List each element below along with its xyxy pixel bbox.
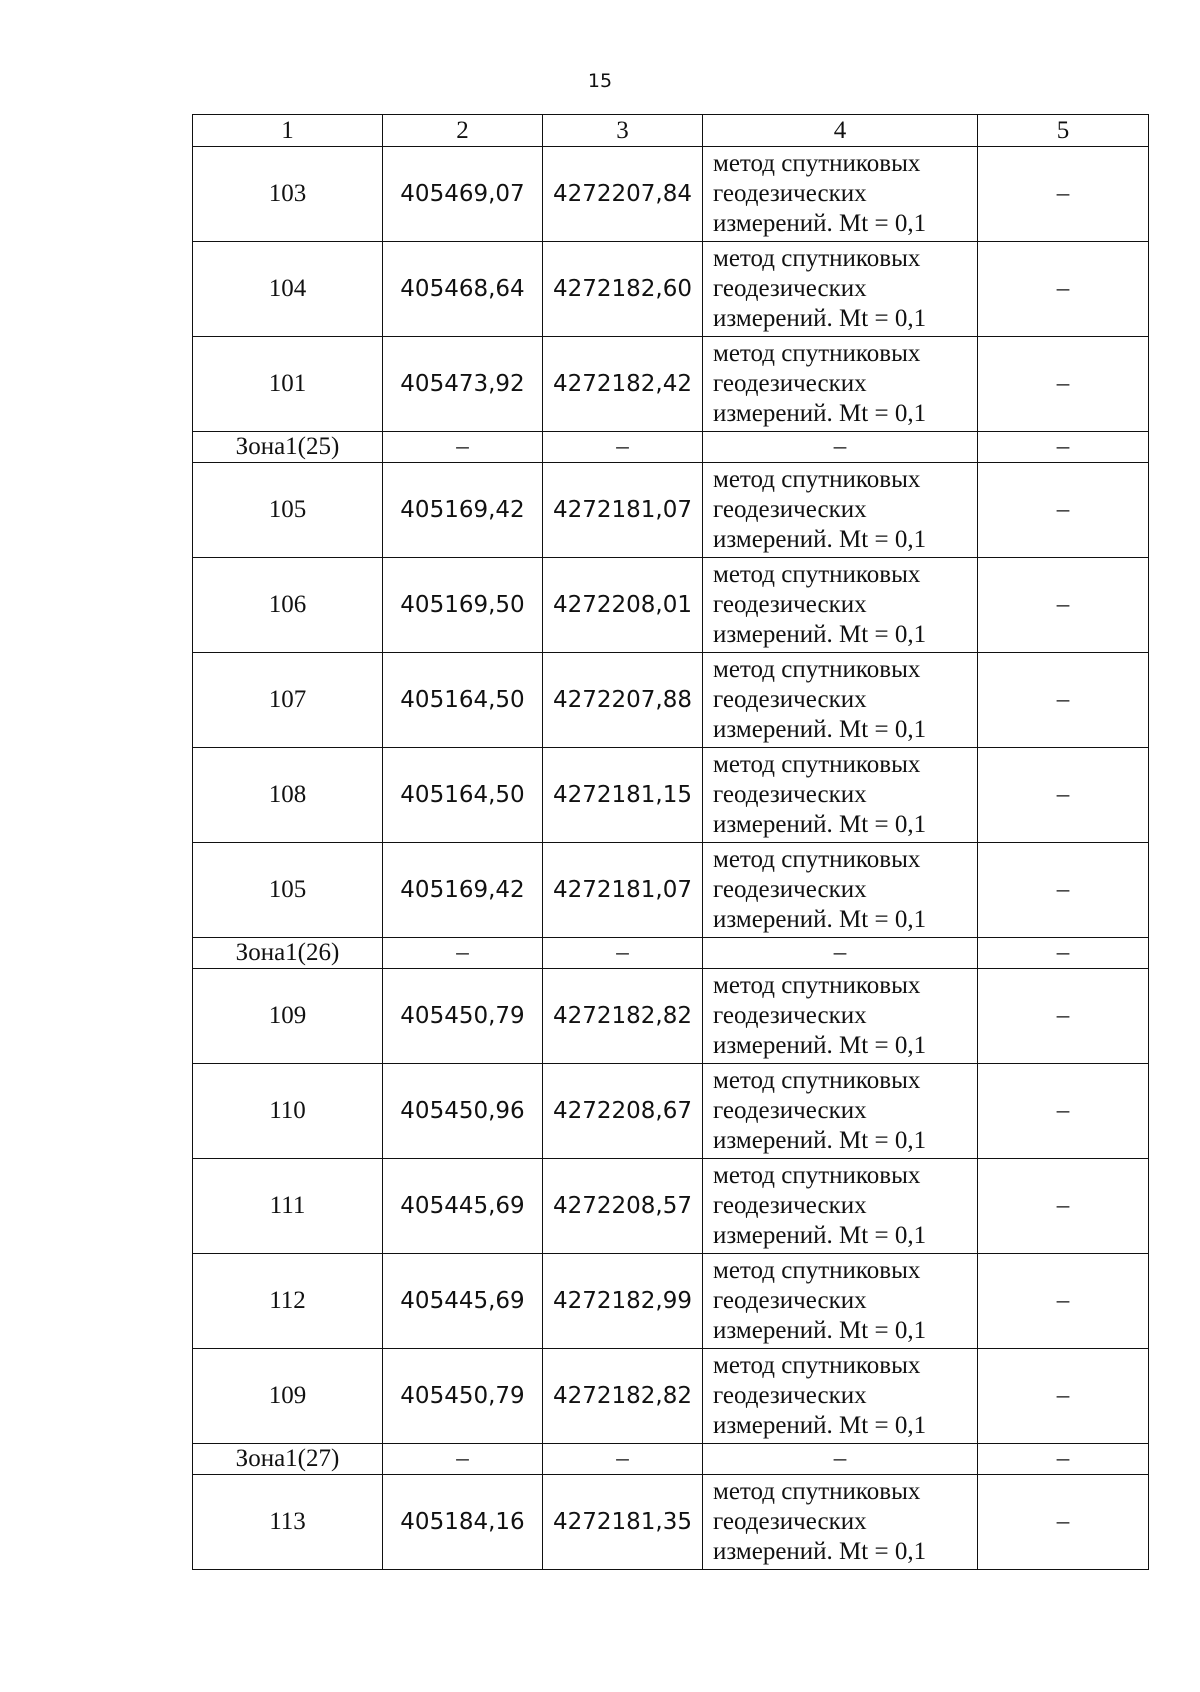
- point-number-cell: 111: [193, 1159, 383, 1254]
- method-line: метод спутниковых: [713, 245, 921, 272]
- zone-label-cell: Зона1(26): [193, 938, 383, 969]
- column5-cell: –: [978, 1349, 1149, 1444]
- method-line: метод спутниковых: [713, 751, 921, 778]
- point-number-cell: 107: [193, 653, 383, 748]
- method-line: метод спутниковых: [713, 846, 921, 873]
- y-coordinate-cell: 4272181,35: [543, 1475, 703, 1570]
- point-number-cell: 109: [193, 1349, 383, 1444]
- y-coordinate-cell: –: [543, 432, 703, 463]
- y-coordinate-cell: –: [543, 938, 703, 969]
- point-number-cell: 106: [193, 558, 383, 653]
- table-row: [193, 1159, 1149, 1254]
- method-line: метод спутниковых: [713, 656, 921, 683]
- header-cell: 4: [703, 115, 978, 147]
- x-coordinate-cell: 405450,96: [383, 1064, 543, 1159]
- table-body: [193, 147, 1149, 1570]
- x-coordinate-cell: 405169,42: [383, 463, 543, 558]
- table-row: [193, 463, 1149, 558]
- method-line: метод спутниковых: [713, 340, 921, 367]
- method-line: геодезических: [713, 275, 867, 302]
- method-line: измерений. Mt = 0,1: [713, 716, 927, 743]
- header-cell: 2: [383, 115, 543, 147]
- method-line: измерений. Mt = 0,1: [713, 1412, 927, 1439]
- y-coordinate-cell: 4272182,60: [543, 242, 703, 337]
- header-cell: 5: [978, 115, 1149, 147]
- method-line: метод спутниковых: [713, 1067, 921, 1094]
- method-cell: [703, 1349, 978, 1444]
- method-cell: –: [703, 432, 978, 463]
- point-number-cell: 105: [193, 463, 383, 558]
- x-coordinate-cell: 405169,50: [383, 558, 543, 653]
- method-line: измерений. Mt = 0,1: [713, 305, 927, 332]
- column5-cell: –: [978, 748, 1149, 843]
- x-coordinate-cell: –: [383, 432, 543, 463]
- method-line: метод спутниковых: [713, 1478, 921, 1505]
- zone-row: [193, 938, 1149, 969]
- point-number-cell: 104: [193, 242, 383, 337]
- method-cell: [703, 463, 978, 558]
- x-coordinate-cell: 405445,69: [383, 1159, 543, 1254]
- table-row: [193, 1254, 1149, 1349]
- y-coordinate-cell: 4272208,67: [543, 1064, 703, 1159]
- method-line: метод спутниковых: [713, 466, 921, 493]
- y-coordinate-cell: 4272182,82: [543, 1349, 703, 1444]
- point-number-cell: 109: [193, 969, 383, 1064]
- point-number-cell: 108: [193, 748, 383, 843]
- column5-cell: –: [978, 337, 1149, 432]
- method-cell: [703, 1475, 978, 1570]
- y-coordinate-cell: 4272182,99: [543, 1254, 703, 1349]
- method-line: геодезических: [713, 686, 867, 713]
- x-coordinate-cell: 405164,50: [383, 748, 543, 843]
- table-row: [193, 653, 1149, 748]
- zone-row: [193, 1444, 1149, 1475]
- method-line: геодезических: [713, 180, 867, 207]
- column5-cell: –: [978, 843, 1149, 938]
- method-line: измерений. Mt = 0,1: [713, 526, 927, 553]
- point-number-cell: 103: [193, 147, 383, 242]
- y-coordinate-cell: –: [543, 1444, 703, 1475]
- method-line: геодезических: [713, 876, 867, 903]
- method-line: геодезических: [713, 370, 867, 397]
- header-row: [193, 115, 1149, 147]
- y-coordinate-cell: 4272181,15: [543, 748, 703, 843]
- column5-cell: –: [978, 147, 1149, 242]
- table-row: [193, 242, 1149, 337]
- column5-cell: –: [978, 463, 1149, 558]
- y-coordinate-cell: 4272182,42: [543, 337, 703, 432]
- method-line: метод спутниковых: [713, 561, 921, 588]
- method-line: метод спутниковых: [713, 150, 921, 177]
- method-line: геодезических: [713, 781, 867, 808]
- method-cell: [703, 653, 978, 748]
- x-coordinate-cell: 405473,92: [383, 337, 543, 432]
- x-coordinate-cell: –: [383, 1444, 543, 1475]
- method-line: измерений. Mt = 0,1: [713, 906, 927, 933]
- table-row: [193, 969, 1149, 1064]
- method-line: метод спутниковых: [713, 1162, 921, 1189]
- x-coordinate-cell: 405469,07: [383, 147, 543, 242]
- zone-label-cell: Зона1(27): [193, 1444, 383, 1475]
- method-line: измерений. Mt = 0,1: [713, 400, 927, 427]
- method-line: геодезических: [713, 1002, 867, 1029]
- method-cell: [703, 337, 978, 432]
- column5-cell: –: [978, 653, 1149, 748]
- method-cell: [703, 242, 978, 337]
- x-coordinate-cell: 405450,79: [383, 1349, 543, 1444]
- zone-label-cell: Зона1(25): [193, 432, 383, 463]
- table-row: [193, 1475, 1149, 1570]
- method-line: метод спутниковых: [713, 972, 921, 999]
- table-row: [193, 1064, 1149, 1159]
- method-cell: [703, 558, 978, 653]
- method-cell: [703, 147, 978, 242]
- point-number-cell: 112: [193, 1254, 383, 1349]
- point-number-cell: 110: [193, 1064, 383, 1159]
- x-coordinate-cell: 405164,50: [383, 653, 543, 748]
- y-coordinate-cell: 4272182,82: [543, 969, 703, 1064]
- zone-row: [193, 432, 1149, 463]
- table-row: [193, 748, 1149, 843]
- column5-cell: –: [978, 558, 1149, 653]
- method-line: метод спутниковых: [713, 1352, 921, 1379]
- point-number-cell: 101: [193, 337, 383, 432]
- point-number-cell: 113: [193, 1475, 383, 1570]
- method-cell: [703, 1159, 978, 1254]
- method-line: метод спутниковых: [713, 1257, 921, 1284]
- y-coordinate-cell: 4272208,57: [543, 1159, 703, 1254]
- x-coordinate-cell: 405184,16: [383, 1475, 543, 1570]
- x-coordinate-cell: 405169,42: [383, 843, 543, 938]
- column5-cell: –: [978, 1254, 1149, 1349]
- header-cell: 1: [193, 115, 383, 147]
- table-row: [193, 558, 1149, 653]
- table-row: [193, 337, 1149, 432]
- method-line: измерений. Mt = 0,1: [713, 1317, 927, 1344]
- column5-cell: –: [978, 938, 1149, 969]
- method-line: геодезических: [713, 1382, 867, 1409]
- x-coordinate-cell: 405450,79: [383, 969, 543, 1064]
- method-cell: [703, 1064, 978, 1159]
- point-number-cell: 105: [193, 843, 383, 938]
- method-line: геодезических: [713, 1287, 867, 1314]
- method-line: геодезических: [713, 1192, 867, 1219]
- method-cell: –: [703, 1444, 978, 1475]
- column5-cell: –: [978, 242, 1149, 337]
- column5-cell: –: [978, 1064, 1149, 1159]
- x-coordinate-cell: 405445,69: [383, 1254, 543, 1349]
- header-cell: 3: [543, 115, 703, 147]
- column5-cell: –: [978, 1159, 1149, 1254]
- method-cell: [703, 1254, 978, 1349]
- page-number: 15: [587, 70, 613, 92]
- column5-cell: –: [978, 432, 1149, 463]
- method-line: геодезических: [713, 591, 867, 618]
- coordinates-table: [192, 114, 1149, 1570]
- table-row: [193, 1349, 1149, 1444]
- method-line: геодезических: [713, 496, 867, 523]
- y-coordinate-cell: 4272181,07: [543, 463, 703, 558]
- method-cell: –: [703, 938, 978, 969]
- method-line: измерений. Mt = 0,1: [713, 1127, 927, 1154]
- method-cell: [703, 748, 978, 843]
- method-cell: [703, 843, 978, 938]
- method-line: геодезических: [713, 1097, 867, 1124]
- y-coordinate-cell: 4272208,01: [543, 558, 703, 653]
- y-coordinate-cell: 4272181,07: [543, 843, 703, 938]
- y-coordinate-cell: 4272207,88: [543, 653, 703, 748]
- method-cell: [703, 969, 978, 1064]
- x-coordinate-cell: 405468,64: [383, 242, 543, 337]
- method-line: измерений. Mt = 0,1: [713, 621, 927, 648]
- table-row: [193, 843, 1149, 938]
- method-line: измерений. Mt = 0,1: [713, 210, 927, 237]
- method-line: измерений. Mt = 0,1: [713, 1538, 927, 1565]
- x-coordinate-cell: –: [383, 938, 543, 969]
- column5-cell: –: [978, 1444, 1149, 1475]
- method-line: измерений. Mt = 0,1: [713, 1222, 927, 1249]
- column5-cell: –: [978, 969, 1149, 1064]
- table-row: [193, 147, 1149, 242]
- method-line: геодезических: [713, 1508, 867, 1535]
- method-line: измерений. Mt = 0,1: [713, 1032, 927, 1059]
- y-coordinate-cell: 4272207,84: [543, 147, 703, 242]
- column5-cell: –: [978, 1475, 1149, 1570]
- method-line: измерений. Mt = 0,1: [713, 811, 927, 838]
